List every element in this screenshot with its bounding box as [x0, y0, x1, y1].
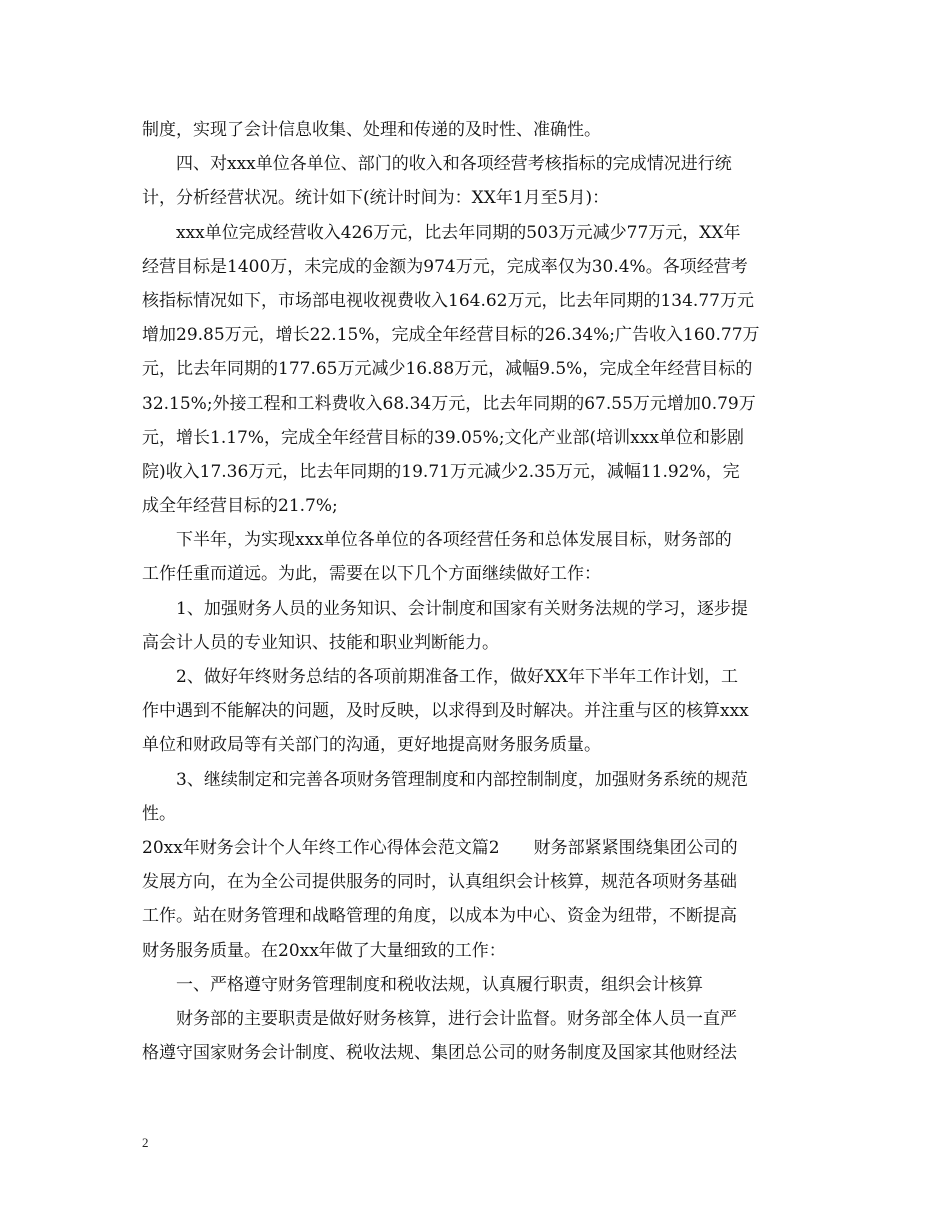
text-line: 四、对xxx单位各单位、部门的收入和各项经营考核指标的完成情况进行统 [176, 154, 732, 175]
text-line: 下半年，为实现xxx单位各单位的各项经营任务和总体发展目标，财务部的 [176, 530, 732, 551]
text-line: 计，分析经营状况。统计如下(统计时间为：XX年1月至5月)： [142, 188, 610, 209]
text-line: 元，增长1.17%，完成全年经营目标的39.05%;文化产业部(培训xxx单位和影剧 [142, 427, 744, 448]
text-line: 成全年经营目标的21.7%; [142, 496, 338, 517]
text-line: 作中遇到不能解决的问题，及时反映，以求得到及时解决。并注重与区的核算xxx [142, 701, 749, 722]
text-line: 财务部的主要职责是做好财务核算，进行会计监督。财务部全体人员一直严 [176, 1008, 737, 1029]
text-line: 元，比去年同期的177.65万元减少16.88万元，减幅9.5%，完成全年经营目标的 [142, 359, 753, 380]
text-line: 增加29.85万元，增长22.15%，完成全年经营目标的26.34%;广告收入160.77万 [142, 325, 760, 346]
text-line: 经营目标是1400万，未完成的金额为974万元，完成率仅为30.4%。各项经营考 [142, 256, 748, 277]
text-line: 院)收入17.36万元，比去年同期的19.71万元减少2.35万元，减幅11.92%，完 [142, 461, 740, 482]
text-line: 核指标情况如下，市场部电视收视费收入164.62万元，比去年同期的134.77万元 [142, 290, 754, 311]
document-body [142, 113, 814, 1070]
text-line: 性。 [142, 803, 176, 824]
text-line: 32.15%;外接工程和工料费收入68.34万元，比去年同期的67.55万元增加0.79万 [142, 393, 756, 414]
text-line: 工作任重而道远。为此，需要在以下几个方面继续做好工作： [142, 564, 601, 585]
text-line: 单位和财政局等有关部门的沟通，更好地提高财务服务质量。 [142, 735, 601, 756]
text-line: 高会计人员的专业知识、技能和职业判断能力。 [142, 632, 499, 653]
text-line: 财务服务质量。在20xx年做了大量细致的工作： [142, 940, 506, 961]
text-line: 发展方向，在为全公司提供服务的同时，认真组织会计核算，规范各项财务基础 [142, 872, 737, 893]
text-line: 2、做好年终财务总结的各项前期准备工作，做好XX年下半年工作计划，工 [176, 667, 739, 687]
text-line: 20xx年财务会计个人年终工作心得体会范文篇2 财务部紧紧围绕集团公司的 [142, 837, 738, 858]
text-line: 一、严格遵守财务管理制度和税收法规，认真履行职责，组织会计核算 [176, 974, 703, 995]
text-line: xxx单位完成经营收入426万元，比去年同期的503万元减少77万元，XX年 [176, 222, 741, 243]
text-line: 1、加强财务人员的业务知识、会计制度和国家有关财务法规的学习，逐步提 [176, 598, 748, 619]
page-number: 2 [142, 1135, 149, 1150]
text-line: 制度，实现了会计信息收集、处理和传递的及时性、准确性。 [142, 120, 601, 140]
text-line: 工作。站在财务管理和战略管理的角度，以成本为中心、资金为纽带，不断提高 [142, 906, 737, 927]
text-line: 格遵守国家财务会计制度、税收法规、集团总公司的财务制度及国家其他财经法 [142, 1043, 737, 1064]
text-line: 3、继续制定和完善各项财务管理制度和内部控制制度，加强财务系统的规范 [176, 769, 748, 790]
